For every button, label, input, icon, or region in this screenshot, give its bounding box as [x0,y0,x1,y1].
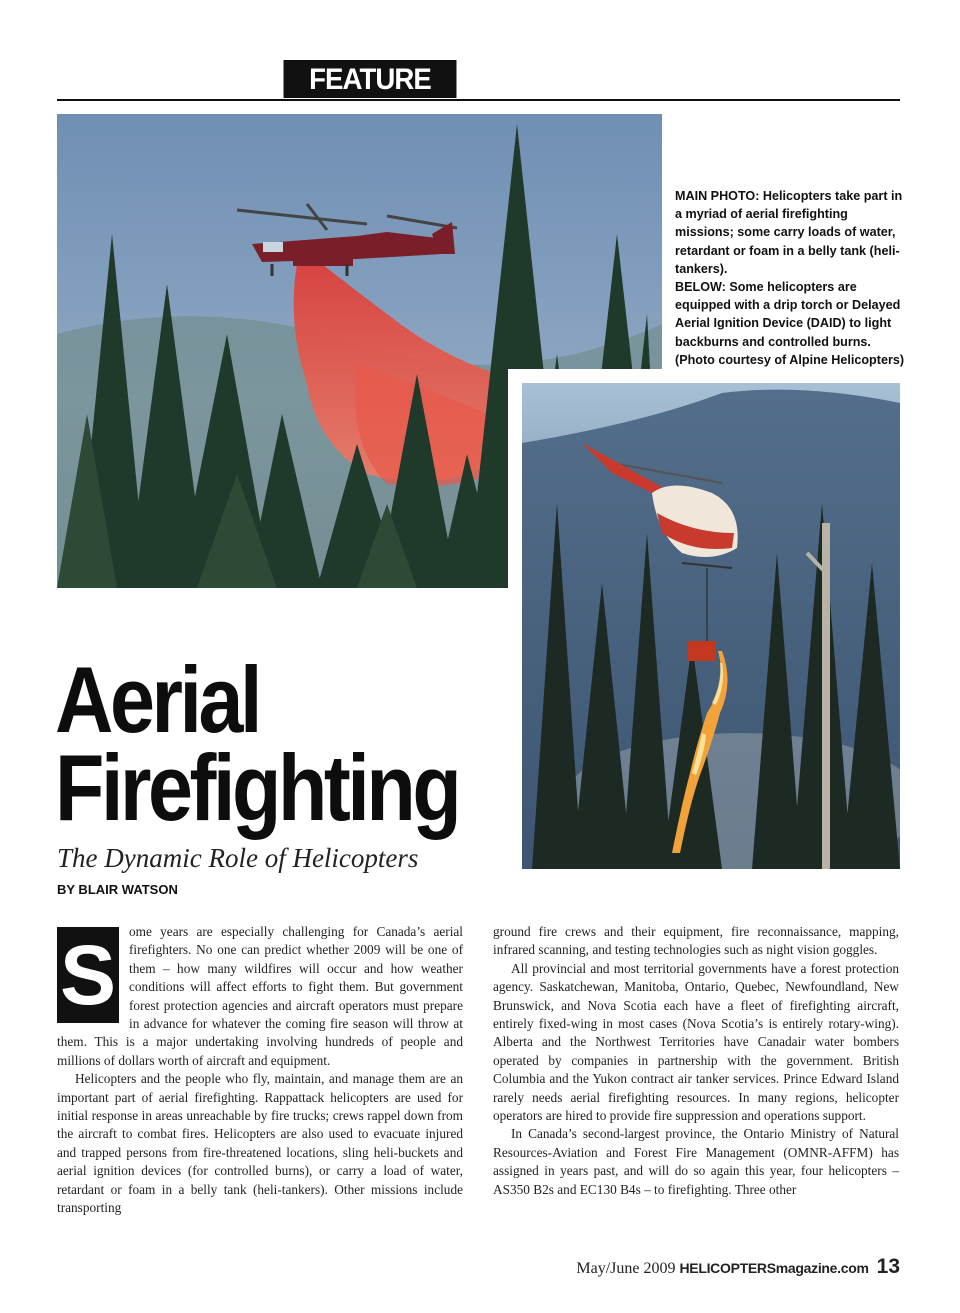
article-title [55,647,459,840]
caption-main: MAIN PHOTO: Helicopters take part in a myriad of aerial firefighting missions; some carry loads of water, retardant or foam in a belly tank (heli-tankers). [675,189,903,276]
article-subtitle: The Dynamic Role of Helicopters [57,843,419,873]
article-column-right [493,923,899,1199]
photo-caption [675,187,905,369]
paragraph [57,923,463,1070]
article-column-left [57,923,463,1218]
caption-below: BELOW: Some helicopters are equipped with a drip torch or Delayed Aerial Ignition Device (DAID) to light backburns and controlled burns. [675,280,901,349]
page-number: 13 [876,1255,900,1278]
paragraph: All provincial and most territorial governments have a forest protection agency. Saskatchewan, Manitoba, Ontario, Quebec, Newfoundland, New Brunswick, and Nova Scotia each have a fleet of firefighting aircraft, entirely fixed-wing in most cases (Nova Scotia’s is entirely rotary-wing). Alberta and the Northwest Territories have Canadair water bombers operated by companies in partnership with the government. British Columbia and the Yukon contract air tanker services. Prince Edward Island rarely needs aerial firefighting resources. In many regions, helicopter operators are hired to provide fire suppression and operations support. [493,960,899,1124]
magazine-name: HELICOPTERSmagazine.com [679,1260,869,1276]
issue-date: May/June 2009 [576,1260,676,1277]
drop-cap: S [57,927,119,1023]
page-footer [576,1255,900,1279]
title-line-1: Aerial [55,647,260,752]
header-rule [57,99,900,101]
paragraph: Helicopters and the people who fly, maintain, and manage them are an important part of aerial firefighting. Rappattack helicopters are used for initial response in areas unreachable by fire trucks; crews rappel down from the aircraft to combat fires. Helicopters are also used to evacuate injured and trapped persons from fire-threatened locations, sling heli-buckets and aerial ignition devices (for controlled burns), or carry a load of water, retardant or foam in a belly tank (heli-tankers). Other missions include transporting [57,1071,463,1216]
byline: BY BLAIR WATSON [57,882,178,897]
below-photo [508,369,900,869]
paragraph-text: ome years are especially challenging for Canada’s aerial firefighters. No one can predict whether 2009 will be one of them – how many wildfires will occur and how weather conditions will affect efforts to fight them. But government forest protection agencies and aircraft operators must prepare in advance for whatever the coming fire season will throw at them. This is a major undertaking involving hundreds of people and millions of dollars worth of aircraft and equipment. [57,924,463,1068]
paragraph: ground fire crews and their equipment, fire reconnaissance, mapping, infrared scanning, and testing technologies such as night vision goggles. [493,924,899,958]
caption-credit: (Photo courtesy of Alpine Helicopters) [675,352,905,367]
paragraph: In Canada’s second-largest province, the Ontario Ministry of Natural Resources-Aviation and Forest Fire Management (OMNR-AFFM) has assigned in years past, and will do so again this year, four helicopters – AS350 B2s and EC130 B4s – to firefighting. Three other [493,1126,899,1197]
title-line-2: Firefighting [55,735,459,840]
section-label: FEATURE [284,60,457,98]
